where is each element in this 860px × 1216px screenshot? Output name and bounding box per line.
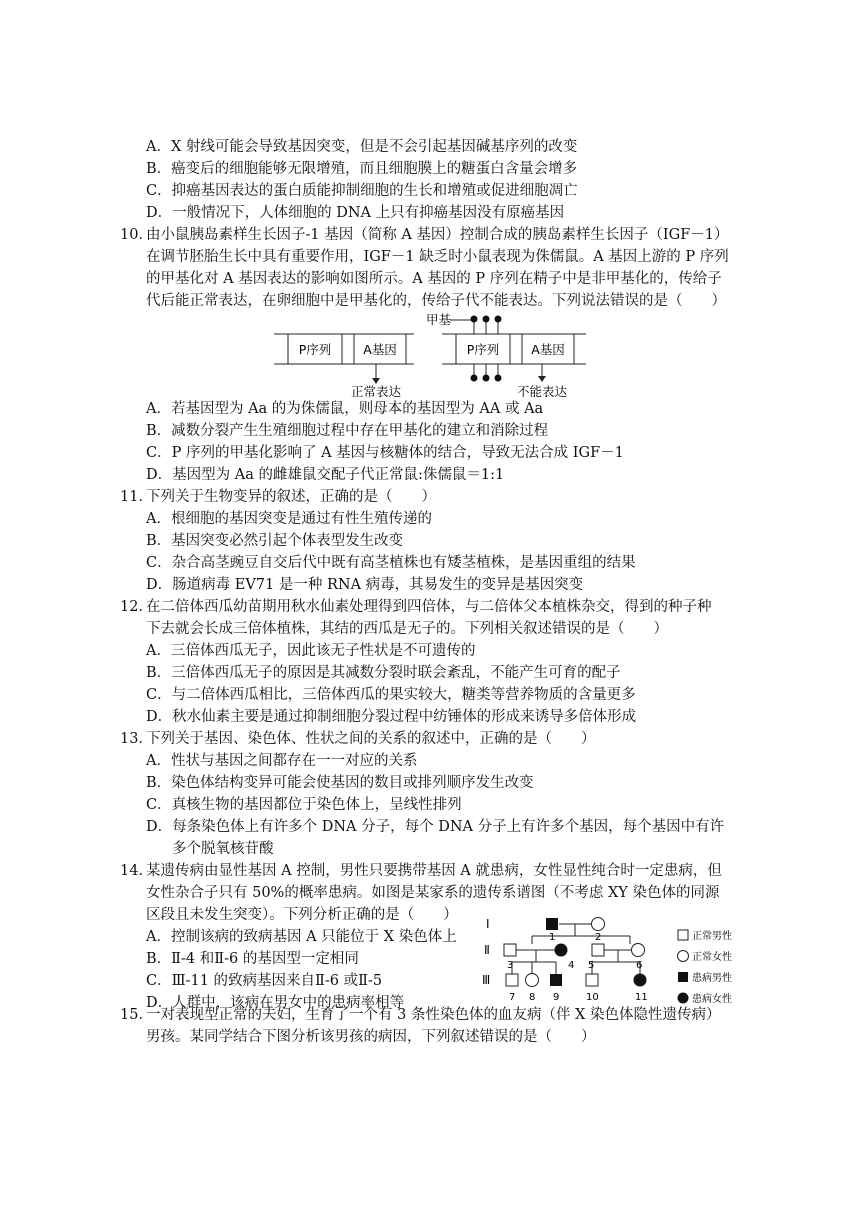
q10-stem-line-4: 代后能正常表达，在卵细胞中是甲基化的，传给子代不能表达。下列说法错误的是（ ） bbox=[146, 293, 726, 309]
q11-option-b: B．基因突变必然引起个体表型发生改变 bbox=[146, 533, 404, 549]
p-sequence-label: P序列 bbox=[466, 342, 500, 357]
normal-female-symbol bbox=[592, 918, 605, 931]
q13-option-c: C．真核生物的基因都位于染色体上，呈线性排列 bbox=[146, 797, 462, 813]
normal-female-symbol bbox=[632, 944, 645, 957]
q9-option-b: B．癌变后的细胞能够无限增殖，而且细胞膜上的糖蛋白含量会增多 bbox=[146, 161, 578, 177]
q9-option-d: D．一般情况下，人体细胞的 DNA 上只有抑癌基因没有原癌基因 bbox=[146, 205, 565, 221]
legend-label: 正常男性 bbox=[692, 931, 732, 942]
q10-option-c: C．P 序列的甲基化影响了 A 基因与核糖体的结合，导致无法合成 IGF－1 bbox=[146, 445, 624, 461]
normal-male-symbol bbox=[592, 944, 604, 956]
q9-option-c: C．抑癌基因表达的蛋白质能抑制细胞的生长和增殖或促进细胞凋亡 bbox=[146, 183, 578, 199]
methyl-label: 甲基 bbox=[426, 312, 452, 327]
individual-number: 9 bbox=[553, 992, 560, 1003]
legend-label: 患病男性 bbox=[692, 973, 732, 984]
q12-option-b: B．三倍体西瓜无子的原因是其减数分裂时联会紊乱，不能产生可育的配子 bbox=[146, 665, 621, 681]
q11-option-d: D．肠道病毒 EV71 是一种 RNA 病毒，其易发生的变异是基因突变 bbox=[146, 577, 584, 593]
q12-option-c: C．与二倍体西瓜相比，三倍体西瓜的果实较大，糖类等营养物质的含量更多 bbox=[146, 687, 636, 703]
q15-stem-line-2: 男孩。某同学结合下图分析该男孩的病因，下列叙述错误的是（ ） bbox=[146, 1029, 596, 1045]
methyl-dot bbox=[495, 316, 502, 323]
individual-number: 4 bbox=[568, 960, 575, 971]
affected-male-symbol bbox=[550, 974, 562, 986]
affected-female-symbol bbox=[634, 974, 647, 987]
a-gene-label: A基因 bbox=[531, 342, 565, 357]
q11-option-c: C．杂合高茎豌豆自交后代中既有高茎植株也有矮茎植株，是基因重组的结果 bbox=[146, 555, 636, 571]
q15-number: 15． bbox=[120, 1007, 153, 1023]
affected-male-symbol bbox=[546, 918, 558, 930]
q12-option-d: D．秋水仙素主要是通过抑制细胞分裂过程中纺锤体的形成来诱导多倍体形成 bbox=[146, 709, 637, 725]
individual-number: 10 bbox=[586, 992, 599, 1003]
q13-option-a: A．性状与基因之间都存在一一对应的关系 bbox=[146, 753, 418, 769]
q14-option-b: B．Ⅱ-4 和Ⅱ-6 的基因型一定相同 bbox=[146, 951, 359, 967]
pedigree-legend bbox=[678, 929, 733, 1005]
q14-option-a: A．控制该病的致病基因 A 只能位于 X 染色体上 bbox=[146, 929, 457, 945]
q10-number: 10． bbox=[120, 227, 153, 243]
pedigree-chart bbox=[480, 912, 750, 1008]
legend-normal-female-symbol bbox=[678, 951, 689, 962]
q11-number: 11． bbox=[120, 489, 153, 505]
legend-affected-female-symbol bbox=[678, 993, 689, 1004]
individual-number: 1 bbox=[549, 932, 556, 943]
no-expression-label: 不能表达 bbox=[516, 384, 568, 398]
legend-label: 患病女性 bbox=[692, 994, 732, 1005]
normal-male-symbol bbox=[504, 944, 516, 956]
q14-number: 14． bbox=[120, 863, 153, 879]
individual-number: 3 bbox=[507, 960, 514, 971]
individual-number: 2 bbox=[595, 932, 602, 943]
q14-stem-line-3: 区段且未发生突变）。下列分析正确的是（ ） bbox=[146, 907, 458, 923]
q9-option-a: A．X 射线可能会导致基因突变，但是不会引起基因碱基序列的改变 bbox=[146, 139, 578, 155]
q10-stem-line-2: 在调节胚胎生长中具有重要作用，IGF－1 缺乏时小鼠表现为侏儒鼠。A 基因上游的 P 序列 bbox=[146, 249, 729, 265]
methyl-dot bbox=[471, 375, 478, 382]
q12-stem-line-1: 12．在二倍体西瓜幼苗期用秋水仙素处理得到四倍体，与二倍体父本植株杂交，得到的种子种 bbox=[120, 597, 712, 618]
normal-male-symbol bbox=[586, 974, 598, 986]
q13-option-d-cont: 多个脱氧核苷酸 bbox=[172, 841, 274, 857]
individual-number: 6 bbox=[636, 960, 643, 971]
legend-affected-male-symbol bbox=[678, 972, 688, 982]
q14-stem-line-1: 14．某遗传病由显性基因 A 控制，男性只要携带基因 A 就患病，女性显性纯合时一定患病，但 bbox=[120, 861, 722, 882]
q13-option-b: B．染色体结构变异可能会使基因的数目或排列顺序发生改变 bbox=[146, 775, 534, 791]
unmethylated-gene bbox=[274, 334, 414, 380]
normal-female-symbol bbox=[526, 974, 539, 987]
q13-stem: 13．下列关于基因、染色体、性状之间的关系的叙述中，正确的是（ ） bbox=[120, 729, 596, 750]
generation-label: Ⅲ bbox=[482, 973, 491, 987]
individual-number: 5 bbox=[588, 960, 595, 971]
normal-expression-label: 正常表达 bbox=[350, 384, 402, 398]
methyl-dot bbox=[483, 316, 490, 323]
individual-number: 8 bbox=[529, 992, 536, 1003]
methyl-dot bbox=[471, 316, 478, 323]
q11-stem: 11．下列关于生物变异的叙述，正确的是（ ） bbox=[120, 487, 436, 508]
q12-stem-line-2: 下去就会长成三倍体植株，其结的西瓜是无子的。下列相关叙述错误的是（ ） bbox=[146, 621, 668, 637]
methyl-dot bbox=[495, 375, 502, 382]
q13-option-d: D．每条染色体上有许多个 DNA 分子，每个 DNA 分子上有许多个基因，每个基因中有许 bbox=[146, 819, 725, 835]
generation-label: Ⅱ bbox=[484, 943, 490, 957]
q14-option-c: C．Ⅲ-11 的致病基因来自Ⅱ-6 或Ⅱ-5 bbox=[146, 973, 383, 989]
legend-normal-male-symbol bbox=[678, 930, 688, 940]
q11-option-a: A．根细胞的基因突变是通过有性生殖传递的 bbox=[146, 511, 432, 527]
q12-number: 12． bbox=[120, 599, 153, 615]
q10-option-d: D．基因型为 Aa 的雌雄鼠交配子代正常鼠:侏儒鼠＝1:1 bbox=[146, 467, 505, 483]
q12-option-a: A．三倍体西瓜无子，因此该无子性状是不可遗传的 bbox=[146, 643, 476, 659]
individual-number: 11 bbox=[635, 992, 648, 1003]
methylation-figure bbox=[270, 310, 590, 398]
legend-label: 正常女性 bbox=[692, 952, 732, 963]
q14-option-d: D．人群中，该病在男女中的患病率相等 bbox=[146, 995, 405, 1011]
generation-label: Ⅰ bbox=[486, 917, 490, 931]
p-sequence-label: P序列 bbox=[298, 342, 332, 357]
q10-option-b: B．减数分裂产生生殖细胞过程中存在甲基化的建立和消除过程 bbox=[146, 423, 549, 439]
affected-female-symbol bbox=[555, 944, 568, 957]
individual-number: 7 bbox=[509, 992, 516, 1003]
methyl-dot bbox=[483, 375, 490, 382]
q14-stem-line-2: 女性杂合子只有 50%的概率患病。如图是某家系的遗传系谱图（不考虑 XY 染色体的同源 bbox=[146, 885, 720, 901]
a-gene-label: A基因 bbox=[363, 342, 397, 357]
q15-stem-line-1: 15．一对表现型正常的夫妇，生育了一个有 3 条性染色体的血友病（伴 X 染色体隐性遗传病） bbox=[120, 1005, 720, 1026]
q10-stem-line-3: 的甲基化对 A 基因表达的影响如图所示。A 基因的 P 序列在精子中是非甲基化的，传给子 bbox=[146, 271, 722, 287]
q10-option-a: A．若基因型为 Aa 的为侏儒鼠，则母本的基因型为 AA 或 Aa bbox=[146, 401, 544, 417]
q10-stem-line-1: 10．由小鼠胰岛素样生长因子-1 基因（简称 A 基因）控制合成的胰岛素样生长因子（IGF－1） bbox=[120, 225, 729, 246]
normal-male-symbol bbox=[506, 974, 518, 986]
q13-number: 13． bbox=[120, 731, 153, 747]
